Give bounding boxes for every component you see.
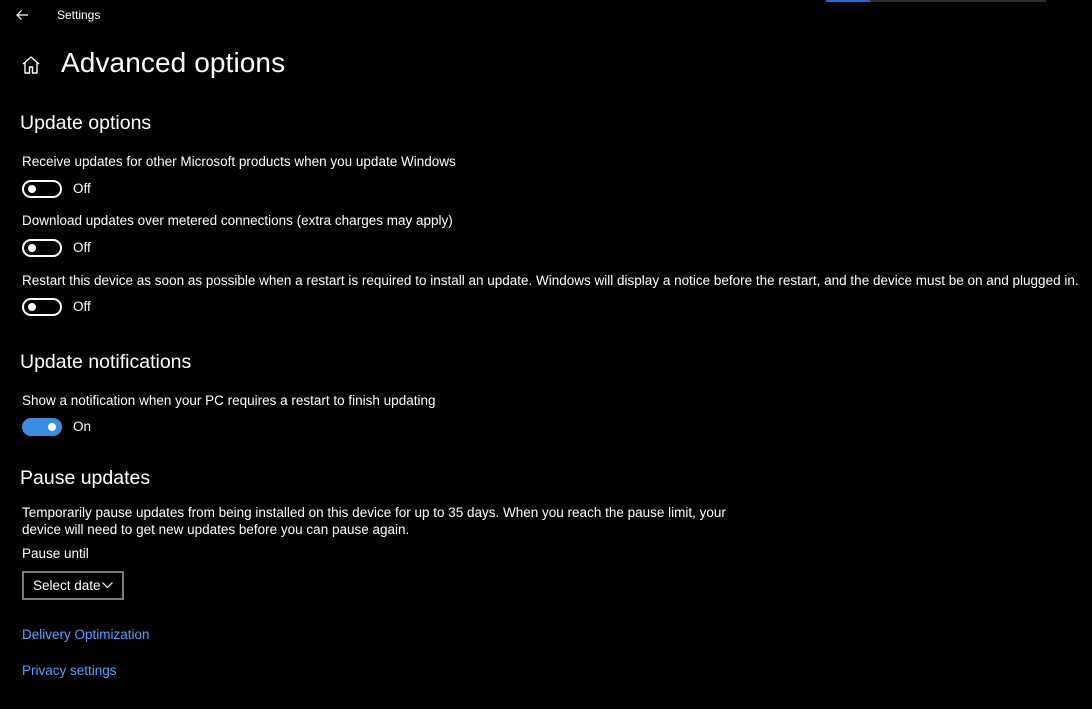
back-button[interactable] (10, 4, 34, 26)
pause-until-value: Select date (33, 578, 101, 593)
page-title: Advanced options (61, 47, 286, 78)
scroll-indicator-thumb (826, 0, 870, 2)
toggle-knob (28, 185, 36, 193)
update-notifications-heading: Update notifications (20, 351, 192, 373)
metered-downloads-state: Off (73, 240, 91, 255)
home-icon (20, 54, 42, 76)
restart-asap-label: Restart this device as soon as possible when a restart is required to install an update. Windows will display a notice before the restart, and the device must be on and plugged in. (22, 273, 1079, 288)
privacy-settings-link[interactable]: Privacy settings (22, 663, 117, 678)
toggle-knob (28, 303, 36, 311)
restart-asap-state: Off (73, 299, 91, 314)
scroll-indicator (826, 0, 1046, 2)
delivery-optimization-link[interactable]: Delivery Optimization (22, 627, 150, 642)
restart-asap-toggle[interactable] (22, 298, 62, 316)
receive-updates-label: Receive updates for other Microsoft products when you update Windows (22, 154, 456, 169)
update-options-heading: Update options (20, 112, 152, 134)
back-arrow-icon (15, 9, 29, 21)
restart-notification-label: Show a notification when your PC requires a restart to finish updating (22, 393, 436, 408)
pause-updates-description: Temporarily pause updates from being installed on this device for up to 35 days. When you reach the pause limit, your device will need to get new updates before you can pause again. (22, 505, 726, 537)
home-button[interactable] (20, 54, 44, 78)
restart-notification-toggle[interactable] (22, 418, 62, 436)
restart-notification-state: On (73, 419, 92, 434)
metered-downloads-label: Download updates over metered connections (extra charges may apply) (22, 213, 453, 228)
toggle-knob (28, 244, 36, 252)
pause-until-label: Pause until (22, 546, 89, 561)
metered-downloads-toggle[interactable] (22, 239, 62, 257)
toggle-knob (48, 423, 56, 431)
title-bar (0, 0, 1092, 30)
pause-until-dropdown[interactable] (22, 571, 124, 600)
receive-updates-toggle[interactable] (22, 180, 62, 198)
app-title: Settings (57, 8, 101, 22)
chevron-down-icon (101, 580, 114, 590)
receive-updates-state: Off (73, 181, 91, 196)
pause-updates-heading: Pause updates (20, 467, 151, 489)
